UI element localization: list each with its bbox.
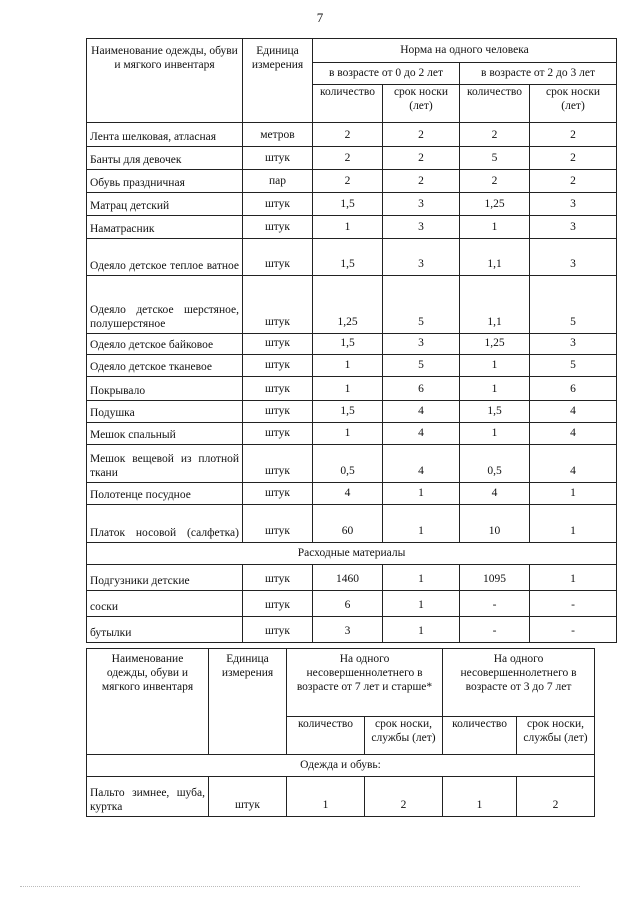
unit-cell: штук — [243, 147, 313, 170]
table-row — [87, 777, 595, 817]
wear-term-cell: 1 — [383, 617, 460, 643]
wear-term-cell: 4 — [530, 401, 617, 423]
norms-table-infants — [86, 38, 617, 643]
wear-term-cell: 3 — [383, 334, 460, 355]
table-row — [87, 423, 617, 445]
wear-term-cell: 5 — [530, 355, 617, 377]
item-name-cell: Одеяло детское теплое ватное — [87, 239, 243, 276]
wear-term-cell: - — [530, 591, 617, 617]
unit-cell: штук — [243, 377, 313, 401]
wear-term-cell: 3 — [530, 334, 617, 355]
unit-cell: штук — [243, 276, 313, 334]
quantity-cell: 0,5 — [313, 445, 383, 483]
quantity-cell: 10 — [460, 505, 530, 543]
unit-cell: штук — [243, 423, 313, 445]
item-name-cell: бутылки — [87, 617, 243, 643]
wear-term-cell: 6 — [530, 377, 617, 401]
table-row — [87, 239, 617, 276]
wear-term-cell: 1 — [383, 483, 460, 505]
quantity-cell: 60 — [313, 505, 383, 543]
item-name-cell: Подгузники детские — [87, 565, 243, 591]
item-name-cell: Наматрасник — [87, 216, 243, 239]
item-name-cell: Полотенце посудное — [87, 483, 243, 505]
quantity-cell: 1 — [443, 777, 517, 817]
table-row — [87, 123, 617, 147]
item-name-cell: соски — [87, 591, 243, 617]
wear-term-cell: 2 — [383, 147, 460, 170]
wear-term-cell: 1 — [530, 505, 617, 543]
unit-cell: штук — [243, 193, 313, 216]
header2-unit: Единица измерения — [209, 649, 287, 755]
wear-term-cell: 3 — [530, 193, 617, 216]
wear-term-cell: 6 — [383, 377, 460, 401]
wear-term-cell: 3 — [383, 239, 460, 276]
table-row — [87, 216, 617, 239]
wear-term-cell: 4 — [530, 445, 617, 483]
wear-term-cell: 3 — [383, 216, 460, 239]
quantity-cell: 2 — [460, 170, 530, 193]
table-row — [87, 170, 617, 193]
table-row — [87, 147, 617, 170]
header-wear-0-2: срок носки (лет) — [383, 85, 460, 123]
quantity-cell: 4 — [313, 483, 383, 505]
quantity-cell: 2 — [460, 123, 530, 147]
wear-term-cell: 5 — [530, 276, 617, 334]
unit-cell: штук — [243, 334, 313, 355]
quantity-cell: 1,5 — [460, 401, 530, 423]
quantity-cell: 1 — [313, 377, 383, 401]
item-name-cell: Одеяло детское байковое — [87, 334, 243, 355]
wear-term-cell: 2 — [383, 170, 460, 193]
quantity-cell: 1 — [313, 355, 383, 377]
unit-cell: штук — [243, 565, 313, 591]
header-age-2-3: в возрасте от 2 до 3 лет — [460, 63, 617, 85]
unit-cell: пар — [243, 170, 313, 193]
wear-term-cell: 4 — [530, 423, 617, 445]
table-row — [87, 505, 617, 543]
header-qty-2-3: количество — [460, 85, 530, 123]
item-name-cell: Одеяло детское тканевое — [87, 355, 243, 377]
quantity-cell: 1,25 — [460, 193, 530, 216]
page-number: 7 — [316, 10, 324, 25]
quantity-cell: 1 — [460, 423, 530, 445]
header2-item-name: Наименование одежды, обуви и мягкого инвентаря — [87, 649, 209, 755]
quantity-cell: 2 — [313, 123, 383, 147]
unit-cell: штук — [243, 617, 313, 643]
unit-cell: штук — [209, 777, 287, 817]
wear-term-cell: 3 — [383, 193, 460, 216]
unit-cell: штук — [243, 505, 313, 543]
wear-term-cell: 1 — [383, 505, 460, 543]
wear-term-cell: 2 — [517, 777, 595, 817]
quantity-cell: 1,1 — [460, 276, 530, 334]
wear-term-cell: 2 — [530, 123, 617, 147]
quantity-cell: - — [460, 617, 530, 643]
table-row — [87, 591, 617, 617]
quantity-cell: 0,5 — [460, 445, 530, 483]
quantity-cell: 1,5 — [313, 334, 383, 355]
table-row — [87, 565, 617, 591]
table-row — [87, 334, 617, 355]
wear-term-cell: 1 — [383, 591, 460, 617]
quantity-cell: 1 — [313, 423, 383, 445]
item-name-cell: Матрац детский — [87, 193, 243, 216]
item-name-cell: Покрывало — [87, 377, 243, 401]
header2-age-3-7: На одного несовершеннолетнего в возрасте от 3 до 7 лет — [443, 649, 595, 717]
wear-term-cell: 1 — [530, 483, 617, 505]
quantity-cell: 1,5 — [313, 193, 383, 216]
item-name-cell: Мешок спальный — [87, 423, 243, 445]
unit-cell: штук — [243, 445, 313, 483]
quantity-cell: 3 — [313, 617, 383, 643]
wear-term-cell: 2 — [530, 170, 617, 193]
table-row — [87, 377, 617, 401]
wear-term-cell: 4 — [383, 445, 460, 483]
item-name-cell: Одеяло детское шерстяное, полушерстяное — [87, 276, 243, 334]
header-norm: Норма на одного человека — [313, 39, 617, 63]
quantity-cell: - — [460, 591, 530, 617]
header2-qty-7-plus: количество — [287, 717, 365, 755]
item-name-cell: Мешок вещевой из плотной ткани — [87, 445, 243, 483]
table-row — [87, 617, 617, 643]
wear-term-cell: 4 — [383, 423, 460, 445]
item-name-cell: Подушка — [87, 401, 243, 423]
unit-cell: штук — [243, 355, 313, 377]
table-row — [87, 355, 617, 377]
quantity-cell: 1460 — [313, 565, 383, 591]
quantity-cell: 1 — [287, 777, 365, 817]
header2-age-7-plus: На одного несовершеннолетнего в возрасте от 7 лет и старше* — [287, 649, 443, 717]
quantity-cell: 1 — [313, 216, 383, 239]
unit-cell: штук — [243, 401, 313, 423]
table-row — [87, 193, 617, 216]
quantity-cell: 1 — [460, 377, 530, 401]
norms-table-minors — [86, 648, 595, 817]
header-item-name: Наименование одежды, обуви и мягкого инвентаря — [87, 39, 243, 123]
table-row — [87, 445, 617, 483]
unit-cell: штук — [243, 239, 313, 276]
table-row — [87, 401, 617, 423]
header-age-0-2: в возрасте от 0 до 2 лет — [313, 63, 460, 85]
quantity-cell: 1095 — [460, 565, 530, 591]
header2-wear-3-7: срок носки, службы (лет) — [517, 717, 595, 755]
unit-cell: штук — [243, 483, 313, 505]
wear-term-cell: 4 — [383, 401, 460, 423]
wear-term-cell: 5 — [383, 355, 460, 377]
unit-cell: метров — [243, 123, 313, 147]
quantity-cell: 6 — [313, 591, 383, 617]
header-qty-0-2: количество — [313, 85, 383, 123]
quantity-cell: 5 — [460, 147, 530, 170]
wear-term-cell: 2 — [365, 777, 443, 817]
unit-cell: штук — [243, 591, 313, 617]
wear-term-cell: 1 — [530, 565, 617, 591]
header-unit: Единица измерения — [243, 39, 313, 123]
table-row — [87, 483, 617, 505]
table-row — [87, 276, 617, 334]
header2-qty-3-7: количество — [443, 717, 517, 755]
wear-term-cell: 5 — [383, 276, 460, 334]
item-name-cell: Банты для девочек — [87, 147, 243, 170]
item-name-cell: Пальто зимнее, шуба, куртка — [87, 777, 209, 817]
quantity-cell: 2 — [313, 147, 383, 170]
clothing-section-title: Одежда и обувь: — [87, 755, 595, 777]
consumables-section-title: Расходные материалы — [87, 543, 617, 565]
quantity-cell: 4 — [460, 483, 530, 505]
wear-term-cell: 2 — [383, 123, 460, 147]
wear-term-cell: 1 — [383, 565, 460, 591]
unit-cell: штук — [243, 216, 313, 239]
quantity-cell: 1,25 — [313, 276, 383, 334]
quantity-cell: 1 — [460, 355, 530, 377]
scan-edge-line — [20, 886, 580, 888]
quantity-cell: 1,5 — [313, 239, 383, 276]
item-name-cell: Лента шелковая, атласная — [87, 123, 243, 147]
header2-wear-7-plus: срок носки, службы (лет) — [365, 717, 443, 755]
quantity-cell: 1,25 — [460, 334, 530, 355]
wear-term-cell: 3 — [530, 239, 617, 276]
quantity-cell: 1,1 — [460, 239, 530, 276]
item-name-cell: Обувь праздничная — [87, 170, 243, 193]
wear-term-cell: - — [530, 617, 617, 643]
quantity-cell: 1 — [460, 216, 530, 239]
quantity-cell: 1,5 — [313, 401, 383, 423]
wear-term-cell: 2 — [530, 147, 617, 170]
header-wear-2-3: срок носки (лет) — [530, 85, 617, 123]
quantity-cell: 2 — [313, 170, 383, 193]
wear-term-cell: 3 — [530, 216, 617, 239]
item-name-cell: Платок носовой (салфетка) — [87, 505, 243, 543]
